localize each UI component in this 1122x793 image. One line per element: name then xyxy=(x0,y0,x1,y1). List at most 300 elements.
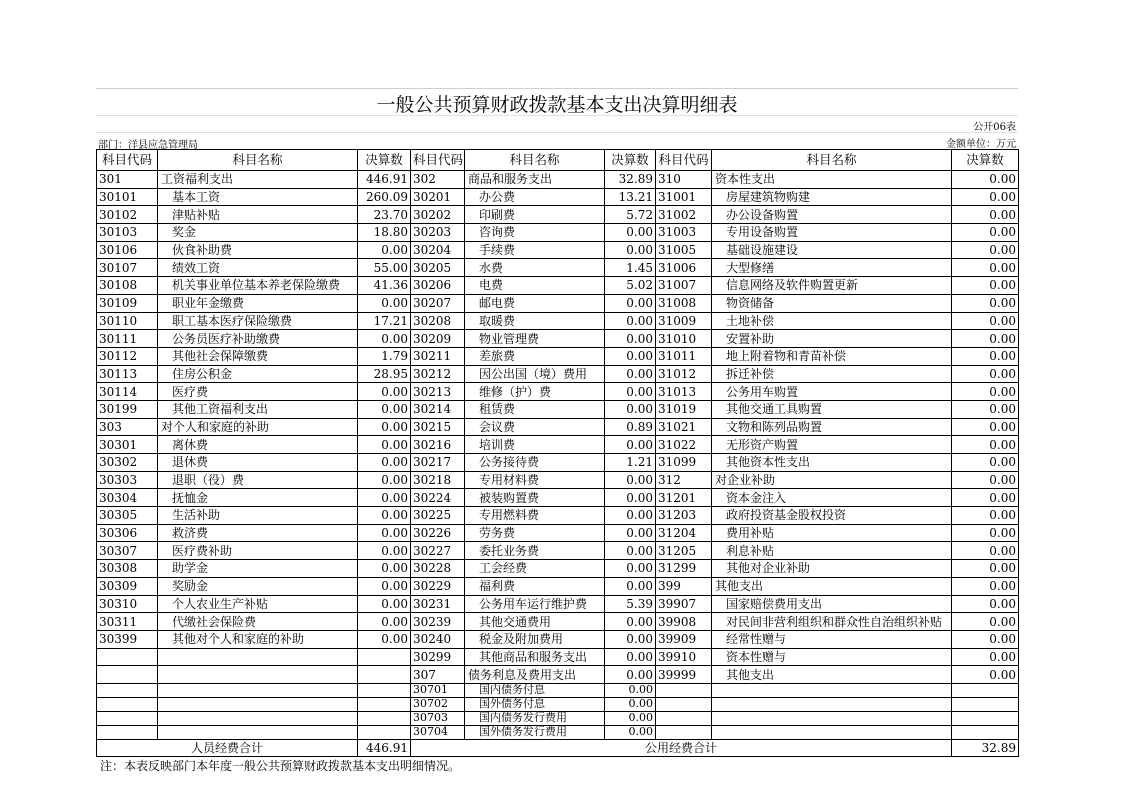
cell-amount-1: 446.91 xyxy=(358,171,411,189)
cell-code-1: 30302 xyxy=(97,454,158,472)
cell-amount-2: 0.00 xyxy=(605,365,656,383)
cell-name-2: 取暖费 xyxy=(465,312,605,330)
cell-amount-2: 0.00 xyxy=(605,683,656,697)
cell-amount-1: 0.00 xyxy=(358,330,411,348)
cell-amount-3: 0.00 xyxy=(952,383,1019,401)
cell-name-2: 专用燃料费 xyxy=(465,507,605,525)
cell-amount-3: 0.00 xyxy=(952,294,1019,312)
cell-name-1: 其他工资福利支出 xyxy=(158,400,358,418)
empty-cell xyxy=(358,725,411,739)
cell-amount-1: 0.00 xyxy=(358,241,411,259)
cell-name-2: 会议费 xyxy=(465,418,605,436)
cell-name-3: 费用补贴 xyxy=(712,524,952,542)
cell-name-3: 其他支出 xyxy=(712,577,952,595)
cell-code-2: 30201 xyxy=(411,188,465,206)
cell-code-2: 30226 xyxy=(411,524,465,542)
cell-code-1: 30101 xyxy=(97,188,158,206)
cell-amount-3: 0.00 xyxy=(952,524,1019,542)
cell-amount-2: 0.00 xyxy=(605,524,656,542)
cell-amount-1: 0.00 xyxy=(358,418,411,436)
empty-cell xyxy=(712,697,952,711)
cell-amount-1: 0.00 xyxy=(358,383,411,401)
cell-code-2: 30205 xyxy=(411,259,465,277)
header-name-2: 科目名称 xyxy=(465,150,605,171)
empty-cell xyxy=(158,725,358,739)
cell-name-1: 其他社会保障缴费 xyxy=(158,347,358,365)
header-name-3: 科目名称 xyxy=(712,150,952,171)
cell-amount-2: 5.72 xyxy=(605,206,656,224)
cell-code-1: 30114 xyxy=(97,383,158,401)
cell-name-3: 信息网络及软件购置更新 xyxy=(712,277,952,295)
cell-code-3: 399 xyxy=(656,577,712,595)
cell-name-3: 政府投资基金股权投资 xyxy=(712,507,952,525)
department-label: 部门：洋县应急管理局 xyxy=(98,140,198,151)
table-row xyxy=(97,471,1019,489)
cell-code-3: 31003 xyxy=(656,224,712,242)
cell-code-3: 31205 xyxy=(656,542,712,560)
cell-name-2: 其他交通费用 xyxy=(465,613,605,631)
header-code-1: 科目代码 xyxy=(97,150,158,171)
table-row xyxy=(97,613,1019,631)
cell-name-2: 差旅费 xyxy=(465,347,605,365)
cell-code-2: 302 xyxy=(411,171,465,189)
cell-name-3: 无形资产购置 xyxy=(712,436,952,454)
cell-name-3: 物资储备 xyxy=(712,294,952,312)
table-row xyxy=(97,383,1019,401)
table-row xyxy=(97,365,1019,383)
empty-cell xyxy=(952,683,1019,697)
cell-name-2: 手续费 xyxy=(465,241,605,259)
cell-name-1: 津贴补贴 xyxy=(158,206,358,224)
cell-name-3: 公务用车购置 xyxy=(712,383,952,401)
cell-amount-2: 0.00 xyxy=(605,330,656,348)
cell-amount-3: 0.00 xyxy=(952,630,1019,648)
report-sheet xyxy=(96,88,1018,757)
cell-amount-1: 0.00 xyxy=(358,613,411,631)
cell-amount-2: 0.00 xyxy=(605,560,656,578)
cell-code-3: 31021 xyxy=(656,418,712,436)
table-row xyxy=(97,711,1019,725)
personnel-total-label: 人员经费合计 xyxy=(97,739,358,756)
cell-code-3: 31005 xyxy=(656,241,712,259)
cell-name-2: 税金及附加费用 xyxy=(465,630,605,648)
cell-name-1: 代缴社会保险费 xyxy=(158,613,358,631)
table-row xyxy=(97,648,1019,666)
table-row xyxy=(97,347,1019,365)
cell-amount-1: 0.00 xyxy=(358,542,411,560)
cell-name-3: 其他交通工具购置 xyxy=(712,400,952,418)
cell-name-2: 国外债务付息 xyxy=(465,697,605,711)
cell-code-2: 30212 xyxy=(411,365,465,383)
cell-amount-3: 0.00 xyxy=(952,454,1019,472)
table-row xyxy=(97,206,1019,224)
cell-amount-3: 0.00 xyxy=(952,418,1019,436)
cell-code-3: 31201 xyxy=(656,489,712,507)
cell-name-2: 债务利息及费用支出 xyxy=(465,666,605,684)
cell-amount-1: 18.80 xyxy=(358,224,411,242)
cell-amount-1: 0.00 xyxy=(358,560,411,578)
cell-amount-3: 0.00 xyxy=(952,188,1019,206)
cell-code-3: 31013 xyxy=(656,383,712,401)
cell-name-2: 因公出国（境）费用 xyxy=(465,365,605,383)
cell-amount-1: 55.00 xyxy=(358,259,411,277)
cell-code-2: 30204 xyxy=(411,241,465,259)
header-code-2: 科目代码 xyxy=(411,150,465,171)
cell-code-3: 31011 xyxy=(656,347,712,365)
cell-code-1: 30306 xyxy=(97,524,158,542)
cell-amount-2: 0.00 xyxy=(605,347,656,365)
title-row xyxy=(96,88,1018,115)
cell-amount-3: 0.00 xyxy=(952,259,1019,277)
cell-code-1: 301 xyxy=(97,171,158,189)
cell-code-1 xyxy=(97,648,158,666)
cell-amount-2: 0.00 xyxy=(605,577,656,595)
cell-name-3: 办公设备购置 xyxy=(712,206,952,224)
public-total-label: 公用经费合计 xyxy=(411,739,952,756)
cell-name-1: 其他对个人和家庭的补助 xyxy=(158,630,358,648)
cell-name-3: 经常性赠与 xyxy=(712,630,952,648)
cell-amount-3: 0.00 xyxy=(952,224,1019,242)
cell-code-2: 30214 xyxy=(411,400,465,418)
empty-cell xyxy=(656,711,712,725)
cell-name-1: 机关事业单位基本养老保险缴费 xyxy=(158,277,358,295)
cell-code-1: 30307 xyxy=(97,542,158,560)
cell-amount-1: 0.00 xyxy=(358,436,411,454)
cell-name-3: 资本性赠与 xyxy=(712,648,952,666)
cell-code-1: 30308 xyxy=(97,560,158,578)
header-amount-3: 决算数 xyxy=(952,150,1019,171)
table-row xyxy=(97,400,1019,418)
cell-amount-3: 0.00 xyxy=(952,277,1019,295)
cell-amount-3: 0.00 xyxy=(952,471,1019,489)
header-amount-1: 决算数 xyxy=(358,150,411,171)
empty-cell xyxy=(712,711,952,725)
cell-name-3: 对企业补助 xyxy=(712,471,952,489)
cell-name-1: 个人农业生产补贴 xyxy=(158,595,358,613)
cell-name-3: 其他支出 xyxy=(712,666,952,684)
table-row xyxy=(97,630,1019,648)
cell-name-2: 租赁费 xyxy=(465,400,605,418)
cell-name-3: 拆迁补偿 xyxy=(712,365,952,383)
cell-name-2: 咨询费 xyxy=(465,224,605,242)
empty-cell xyxy=(656,683,712,697)
expenditure-table xyxy=(96,149,1019,757)
cell-code-3: 31002 xyxy=(656,206,712,224)
empty-cell xyxy=(358,683,411,697)
cell-code-3: 39908 xyxy=(656,613,712,631)
cell-amount-2: 0.00 xyxy=(605,241,656,259)
cell-code-3: 31010 xyxy=(656,330,712,348)
empty-cell xyxy=(97,683,158,697)
cell-amount-2: 0.00 xyxy=(605,224,656,242)
cell-amount-1: 0.00 xyxy=(358,507,411,525)
empty-cell xyxy=(158,697,358,711)
table-row xyxy=(97,507,1019,525)
cell-code-1 xyxy=(97,666,158,684)
cell-amount-1: 1.79 xyxy=(358,347,411,365)
cell-code-3: 31204 xyxy=(656,524,712,542)
cell-code-1: 30103 xyxy=(97,224,158,242)
cell-amount-2: 0.89 xyxy=(605,418,656,436)
cell-name-3: 对民间非营利组织和群众性自治组织补贴 xyxy=(712,613,952,631)
cell-name-1: 生活补助 xyxy=(158,507,358,525)
cell-amount-3: 0.00 xyxy=(952,436,1019,454)
cell-name-3: 国家赔偿费用支出 xyxy=(712,595,952,613)
cell-name-1: 医疗费 xyxy=(158,383,358,401)
table-row xyxy=(97,224,1019,242)
table-row xyxy=(97,595,1019,613)
table-row xyxy=(97,188,1019,206)
cell-code-2: 30240 xyxy=(411,630,465,648)
cell-amount-1: 0.00 xyxy=(358,471,411,489)
cell-amount-2: 5.02 xyxy=(605,277,656,295)
empty-cell xyxy=(358,697,411,711)
cell-amount-3: 0.00 xyxy=(952,365,1019,383)
cell-amount-3: 0.00 xyxy=(952,171,1019,189)
table-row xyxy=(97,697,1019,711)
cell-name-3: 文物和陈列品购置 xyxy=(712,418,952,436)
cell-amount-2: 13.21 xyxy=(605,188,656,206)
totals-row xyxy=(97,739,1019,756)
cell-amount-3: 0.00 xyxy=(952,206,1019,224)
cell-amount-2: 0.00 xyxy=(605,294,656,312)
cell-name-2: 水费 xyxy=(465,259,605,277)
table-row xyxy=(97,454,1019,472)
empty-cell xyxy=(952,725,1019,739)
cell-amount-1: 0.00 xyxy=(358,454,411,472)
empty-cell xyxy=(656,725,712,739)
table-row xyxy=(97,524,1019,542)
cell-name-1: 离休费 xyxy=(158,436,358,454)
cell-amount-1: 28.95 xyxy=(358,365,411,383)
cell-code-2: 30229 xyxy=(411,577,465,595)
cell-name-2: 国外债务发行费用 xyxy=(465,725,605,739)
cell-code-1: 30305 xyxy=(97,507,158,525)
cell-name-2: 办公费 xyxy=(465,188,605,206)
cell-amount-3: 0.00 xyxy=(952,648,1019,666)
empty-cell xyxy=(656,697,712,711)
cell-amount-1: 260.09 xyxy=(358,188,411,206)
cell-amount-3: 0.00 xyxy=(952,595,1019,613)
cell-amount-3: 0.00 xyxy=(952,613,1019,631)
cell-amount-1 xyxy=(358,648,411,666)
cell-name-3: 利息补贴 xyxy=(712,542,952,560)
cell-name-2: 国内债务付息 xyxy=(465,683,605,697)
cell-name-1: 退职（役）费 xyxy=(158,471,358,489)
cell-code-1: 30107 xyxy=(97,259,158,277)
cell-amount-2: 1.45 xyxy=(605,259,656,277)
cell-name-1: 绩效工资 xyxy=(158,259,358,277)
cell-amount-1: 0.00 xyxy=(358,294,411,312)
cell-code-1: 303 xyxy=(97,418,158,436)
cell-code-1: 30309 xyxy=(97,577,158,595)
table-row xyxy=(97,312,1019,330)
empty-cell xyxy=(712,725,952,739)
cell-code-3: 39909 xyxy=(656,630,712,648)
cell-name-2: 公务用车运行维护费 xyxy=(465,595,605,613)
cell-code-3: 31203 xyxy=(656,507,712,525)
cell-code-1: 30303 xyxy=(97,471,158,489)
cell-amount-3: 0.00 xyxy=(952,489,1019,507)
cell-name-3: 基础设施建设 xyxy=(712,241,952,259)
cell-amount-3: 0.00 xyxy=(952,560,1019,578)
cell-amount-2: 0.00 xyxy=(605,489,656,507)
table-row xyxy=(97,294,1019,312)
cell-amount-2: 0.00 xyxy=(605,725,656,739)
cell-name-1: 抚恤金 xyxy=(158,489,358,507)
cell-name-1: 伙食补助费 xyxy=(158,241,358,259)
cell-code-3: 31022 xyxy=(656,436,712,454)
cell-code-3: 31007 xyxy=(656,277,712,295)
cell-code-2: 30225 xyxy=(411,507,465,525)
cell-amount-2: 1.21 xyxy=(605,454,656,472)
cell-code-1: 30311 xyxy=(97,613,158,631)
header-name-1: 科目名称 xyxy=(158,150,358,171)
cell-code-1: 30310 xyxy=(97,595,158,613)
cell-amount-2: 0.00 xyxy=(605,542,656,560)
cell-code-1: 30106 xyxy=(97,241,158,259)
cell-code-1: 30102 xyxy=(97,206,158,224)
cell-name-1: 对个人和家庭的补助 xyxy=(158,418,358,436)
cell-name-2: 福利费 xyxy=(465,577,605,595)
cell-code-2: 30213 xyxy=(411,383,465,401)
cell-code-2: 307 xyxy=(411,666,465,684)
cell-code-2: 30239 xyxy=(411,613,465,631)
table-row xyxy=(97,489,1019,507)
footnote: 注：本表反映部门本年度一般公共预算财政拨款基本支出明细情况。 xyxy=(100,759,461,773)
cell-code-3: 39999 xyxy=(656,666,712,684)
cell-amount-1 xyxy=(358,666,411,684)
cell-name-2: 被装购置费 xyxy=(465,489,605,507)
cell-code-2: 30231 xyxy=(411,595,465,613)
cell-code-1: 30199 xyxy=(97,400,158,418)
cell-name-3: 房屋建筑物购建 xyxy=(712,188,952,206)
table-code-row xyxy=(96,115,1018,132)
cell-code-3: 310 xyxy=(656,171,712,189)
table-row xyxy=(97,436,1019,454)
empty-cell xyxy=(158,683,358,697)
cell-amount-1: 41.36 xyxy=(358,277,411,295)
cell-code-1: 30113 xyxy=(97,365,158,383)
cell-code-3: 31012 xyxy=(656,365,712,383)
cell-code-1: 30304 xyxy=(97,489,158,507)
cell-amount-2: 5.39 xyxy=(605,595,656,613)
cell-code-2: 30224 xyxy=(411,489,465,507)
cell-amount-3: 0.00 xyxy=(952,507,1019,525)
cell-name-2: 其他商品和服务支出 xyxy=(465,648,605,666)
cell-code-2: 30203 xyxy=(411,224,465,242)
table-row xyxy=(97,683,1019,697)
cell-code-3: 31006 xyxy=(656,259,712,277)
cell-amount-2: 32.89 xyxy=(605,171,656,189)
unit-label: 金额单位：万元 xyxy=(946,139,1016,150)
cell-amount-3: 0.00 xyxy=(952,241,1019,259)
table-row xyxy=(97,418,1019,436)
department-row xyxy=(96,132,1018,149)
cell-name-2: 维修（护）费 xyxy=(465,383,605,401)
cell-name-1 xyxy=(158,666,358,684)
cell-code-1: 30111 xyxy=(97,330,158,348)
cell-name-3: 资本金注入 xyxy=(712,489,952,507)
empty-cell xyxy=(712,683,952,697)
cell-amount-3: 0.00 xyxy=(952,400,1019,418)
cell-name-1: 住房公积金 xyxy=(158,365,358,383)
cell-code-3: 31009 xyxy=(656,312,712,330)
empty-cell xyxy=(97,725,158,739)
cell-amount-1: 0.00 xyxy=(358,489,411,507)
table-row xyxy=(97,277,1019,295)
cell-code-2: 30215 xyxy=(411,418,465,436)
cell-name-2: 物业管理费 xyxy=(465,330,605,348)
cell-amount-2: 0.00 xyxy=(605,400,656,418)
cell-name-1 xyxy=(158,648,358,666)
table-row xyxy=(97,542,1019,560)
cell-name-1: 奖金 xyxy=(158,224,358,242)
cell-name-2: 印刷费 xyxy=(465,206,605,224)
cell-name-2: 公务接待费 xyxy=(465,454,605,472)
cell-code-3: 31019 xyxy=(656,400,712,418)
cell-name-3: 土地补偿 xyxy=(712,312,952,330)
cell-code-2: 30227 xyxy=(411,542,465,560)
cell-amount-1: 0.00 xyxy=(358,524,411,542)
empty-cell xyxy=(952,711,1019,725)
cell-code-2: 30218 xyxy=(411,471,465,489)
cell-code-2: 30211 xyxy=(411,347,465,365)
cell-amount-2: 0.00 xyxy=(605,697,656,711)
cell-name-1: 救济费 xyxy=(158,524,358,542)
cell-amount-1: 0.00 xyxy=(358,400,411,418)
cell-code-3: 39907 xyxy=(656,595,712,613)
table-row xyxy=(97,725,1019,739)
table-row xyxy=(97,560,1019,578)
cell-name-2: 委托业务费 xyxy=(465,542,605,560)
cell-amount-2: 0.00 xyxy=(605,630,656,648)
cell-code-3: 312 xyxy=(656,471,712,489)
cell-name-2: 电费 xyxy=(465,277,605,295)
cell-code-1: 30110 xyxy=(97,312,158,330)
cell-code-2: 30208 xyxy=(411,312,465,330)
cell-code-2: 30217 xyxy=(411,454,465,472)
cell-name-1: 公务员医疗补助缴费 xyxy=(158,330,358,348)
cell-code-3: 39910 xyxy=(656,648,712,666)
cell-code-2: 30703 xyxy=(411,711,465,725)
cell-amount-3: 0.00 xyxy=(952,666,1019,684)
cell-name-1: 退休费 xyxy=(158,454,358,472)
cell-name-2: 培训费 xyxy=(465,436,605,454)
table-row xyxy=(97,330,1019,348)
cell-code-2: 30702 xyxy=(411,697,465,711)
empty-cell xyxy=(358,711,411,725)
cell-code-3: 31001 xyxy=(656,188,712,206)
cell-name-1: 基本工资 xyxy=(158,188,358,206)
cell-code-2: 30701 xyxy=(411,683,465,697)
cell-amount-1: 0.00 xyxy=(358,630,411,648)
table-code: 公开06表 xyxy=(973,122,1016,133)
cell-amount-1: 23.70 xyxy=(358,206,411,224)
cell-name-2: 邮电费 xyxy=(465,294,605,312)
cell-name-2: 国内债务发行费用 xyxy=(465,711,605,725)
cell-code-2: 30202 xyxy=(411,206,465,224)
page-title: 一般公共预算财政拨款基本支出决算明细表 xyxy=(376,94,738,116)
cell-code-1: 30109 xyxy=(97,294,158,312)
cell-amount-2: 0.00 xyxy=(605,666,656,684)
cell-name-3: 地上附着物和青苗补偿 xyxy=(712,347,952,365)
cell-code-1: 30108 xyxy=(97,277,158,295)
cell-amount-2: 0.00 xyxy=(605,312,656,330)
personnel-total-value: 446.91 xyxy=(358,739,411,756)
cell-code-3: 31008 xyxy=(656,294,712,312)
cell-name-2: 商品和服务支出 xyxy=(465,171,605,189)
